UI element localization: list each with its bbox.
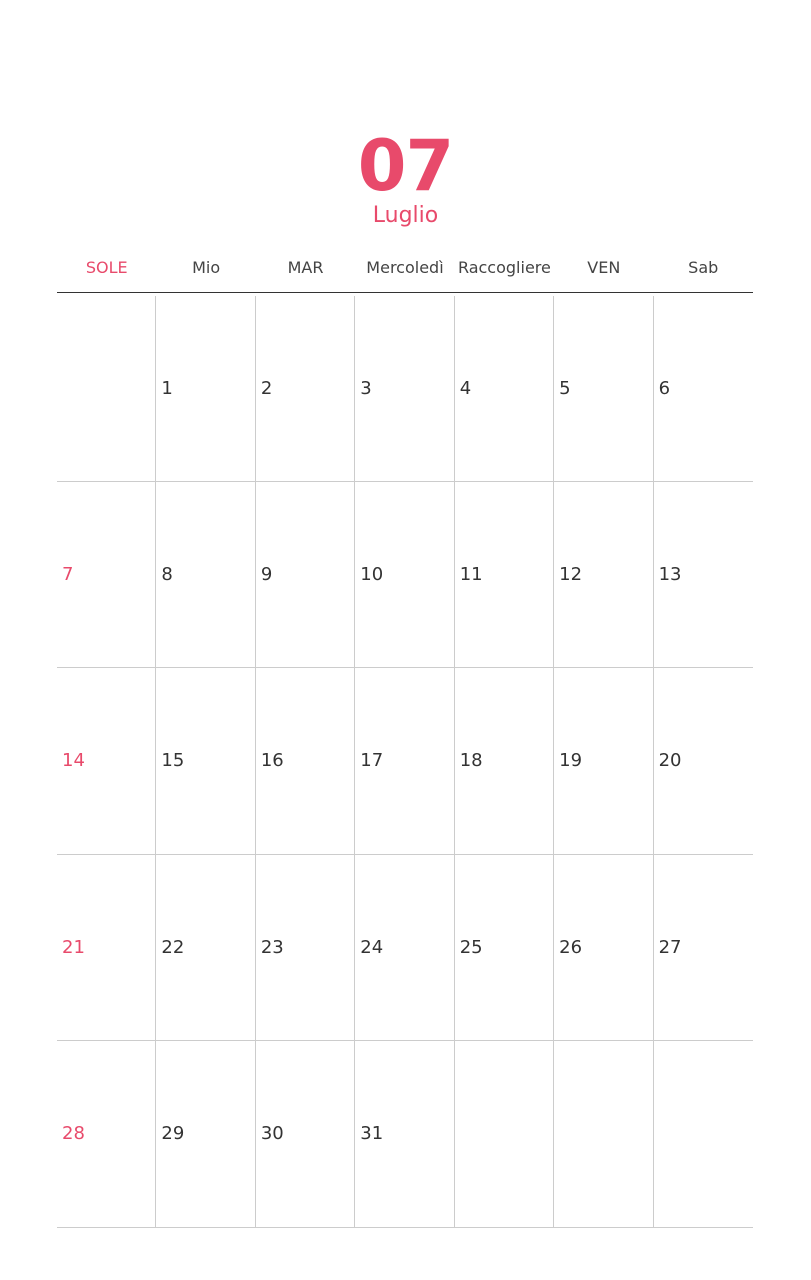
weekday-friday: VEN bbox=[587, 258, 621, 277]
day-number: 20 bbox=[658, 750, 682, 772]
day-cell[interactable] bbox=[554, 855, 653, 1041]
day-number: 21 bbox=[62, 936, 85, 958]
calendar-header bbox=[0, 125, 811, 230]
day-number: 31 bbox=[360, 1122, 384, 1144]
day-number: 8 bbox=[161, 564, 173, 586]
day-number: 28 bbox=[62, 1122, 85, 1144]
day-number: 15 bbox=[161, 750, 185, 772]
day-cell[interactable] bbox=[156, 668, 255, 854]
day-number: 30 bbox=[260, 1122, 284, 1144]
day-number: 7 bbox=[62, 564, 74, 586]
weekday-thursday: Raccogliere bbox=[457, 258, 551, 277]
day-cell[interactable] bbox=[57, 668, 156, 854]
day-number: 3 bbox=[360, 378, 372, 399]
day-number: 9 bbox=[260, 564, 273, 586]
month-number: 07 bbox=[357, 125, 454, 207]
day-cell[interactable] bbox=[455, 296, 554, 482]
day-cell[interactable] bbox=[156, 1041, 255, 1227]
day-cell[interactable] bbox=[455, 482, 554, 668]
day-cell[interactable] bbox=[654, 296, 753, 482]
day-cell[interactable] bbox=[654, 482, 753, 668]
weekday-sunday: SOLE bbox=[85, 258, 128, 277]
day-cell[interactable] bbox=[355, 855, 454, 1041]
day-cell[interactable] bbox=[355, 668, 454, 854]
day-cell[interactable] bbox=[256, 855, 355, 1041]
day-number: 5 bbox=[559, 378, 571, 399]
day-number: 23 bbox=[260, 936, 284, 958]
day-cell[interactable] bbox=[455, 855, 554, 1041]
weekday-saturday: Sab bbox=[688, 258, 719, 277]
day-number: 4 bbox=[459, 378, 472, 399]
day-number: 11 bbox=[459, 564, 483, 586]
day-number: 27 bbox=[658, 936, 682, 958]
day-cell[interactable] bbox=[355, 482, 454, 668]
day-cell[interactable] bbox=[355, 1041, 454, 1227]
calendar-grid bbox=[57, 296, 753, 1228]
weekday-monday: Mio bbox=[192, 258, 221, 277]
day-number: 17 bbox=[360, 750, 384, 772]
day-cell[interactable] bbox=[554, 1041, 653, 1227]
day-cell[interactable] bbox=[654, 668, 753, 854]
weekday-tuesday: MAR bbox=[287, 258, 324, 277]
day-cell[interactable] bbox=[256, 482, 355, 668]
day-number: 6 bbox=[658, 378, 671, 399]
day-cell[interactable] bbox=[455, 668, 554, 854]
day-number: 12 bbox=[559, 564, 583, 586]
day-number: 26 bbox=[559, 936, 583, 958]
day-cell[interactable] bbox=[256, 668, 355, 854]
day-number: 18 bbox=[459, 750, 483, 772]
day-cell[interactable] bbox=[654, 855, 753, 1041]
day-number: 24 bbox=[360, 936, 384, 958]
day-cell[interactable] bbox=[256, 296, 355, 482]
weekday-wednesday: Mercoledì bbox=[366, 258, 444, 277]
day-cell[interactable] bbox=[654, 1041, 753, 1227]
day-number: 10 bbox=[360, 564, 384, 586]
day-cell[interactable] bbox=[256, 1041, 355, 1227]
day-cell[interactable] bbox=[57, 1041, 156, 1227]
weekday-header-row bbox=[57, 252, 753, 293]
day-number: 22 bbox=[161, 936, 185, 958]
day-cell[interactable] bbox=[554, 668, 653, 854]
day-number: 13 bbox=[658, 564, 682, 586]
day-cell[interactable] bbox=[57, 482, 156, 668]
day-cell[interactable] bbox=[156, 296, 255, 482]
day-number: 14 bbox=[62, 750, 85, 772]
day-number: 1 bbox=[161, 378, 173, 399]
day-cell[interactable] bbox=[554, 296, 653, 482]
day-number: 2 bbox=[260, 378, 273, 399]
day-number: 16 bbox=[260, 750, 284, 772]
day-number: 29 bbox=[161, 1122, 185, 1144]
day-number: 25 bbox=[459, 936, 483, 958]
day-cell[interactable] bbox=[156, 855, 255, 1041]
day-cell[interactable] bbox=[57, 296, 156, 482]
day-cell[interactable] bbox=[355, 296, 454, 482]
day-number: 19 bbox=[559, 750, 583, 772]
month-name: Luglio bbox=[372, 203, 439, 228]
day-cell[interactable] bbox=[455, 1041, 554, 1227]
day-cell[interactable] bbox=[57, 855, 156, 1041]
day-cell[interactable] bbox=[554, 482, 653, 668]
day-cell[interactable] bbox=[156, 482, 255, 668]
